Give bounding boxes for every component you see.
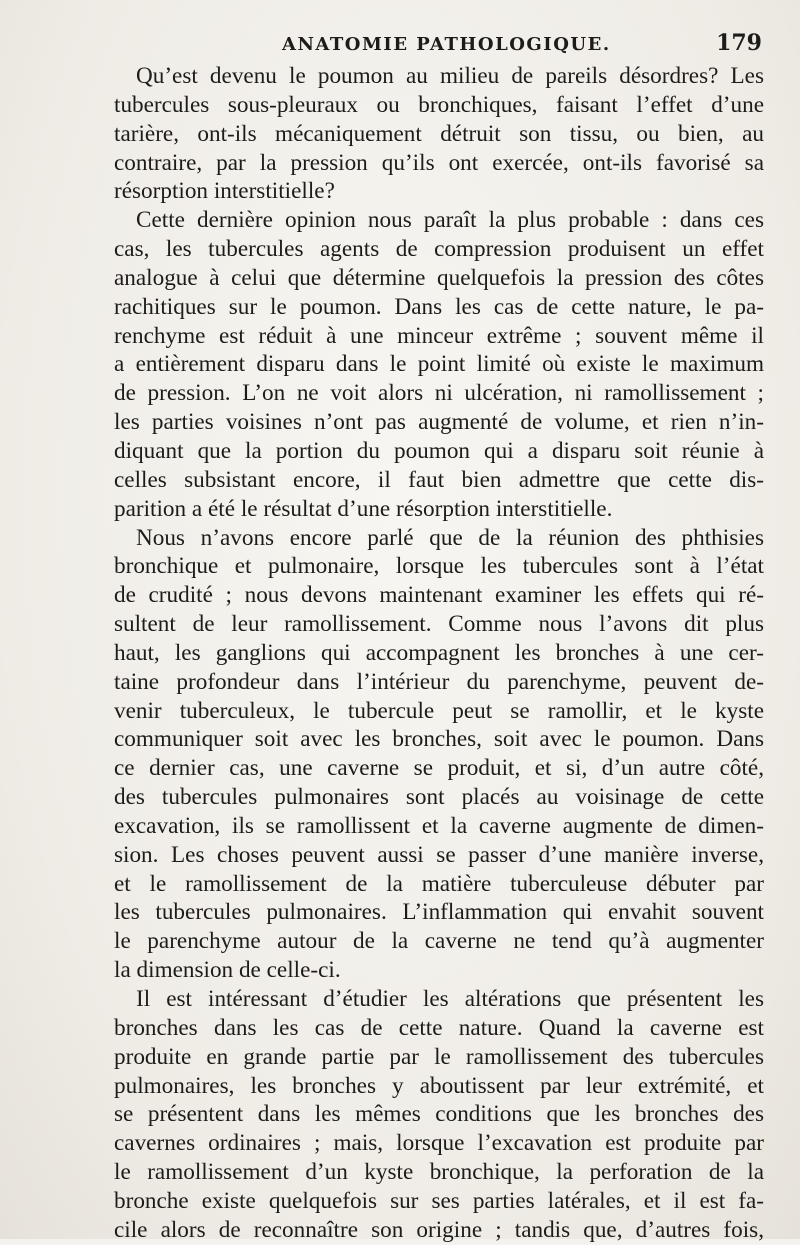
text-line: diquant que la portion du poumon qui a disparu soit réunie à [114,437,764,464]
text-line: le ramollissement d’un kyste bronchique, la perforation de la [114,1159,764,1186]
text-line: communiquer soit avec les bronches, soit avec le poumon. Dans [114,726,764,753]
text-line: Cette dernière opinion nous paraît la plus probable : dans ces [136,207,764,234]
text-line: pulmonaires, les bronches y aboutissent par leur extrémité, et [114,1072,764,1099]
text-line: bronchique et pulmonaire, lorsque les tubercules sont à l’état [114,553,764,580]
text-line: tarière, ont-ils mécaniquement détruit son tissu, ou bien, au [114,120,764,147]
text-line: taine profondeur dans l’intérieur du parenchyme, peuvent de- [114,668,764,695]
text-line: les parties voisines n’ont pas augmenté de volume, et rien n’in- [114,409,764,436]
text-line: bronches dans les cas de cette nature. Quand la caverne est [114,1014,764,1041]
text-line: ce dernier cas, une caverne se produit, et si, d’un autre côté, [114,755,764,782]
text-line: haut, les ganglions qui accompagnent les bronches à une cer- [114,639,764,666]
text-line: sultent de leur ramollissement. Comme nous l’avons dit plus [114,611,764,638]
text-line: venir tuberculeux, le tubercule peut se ramollir, et le kyste [114,697,764,724]
text-line: de pression. L’on ne voit alors ni ulcération, ni ramollissement ; [114,380,764,407]
text-line: contraire, par la pression qu’ils ont exercée, ont-ils favorisé sa [114,149,764,176]
text-line: cile alors de reconnaître son origine ; tandis que, d’autres fois, [114,1216,764,1243]
text-line: tubercules sous-pleuraux ou bronchiques, faisant l’effet d’une [114,91,764,118]
text-line: Qu’est devenu le poumon au milieu de pareils désordres? Les [136,63,764,89]
body-text [114,62,764,1245]
running-title: ANATOMIE PATHOLOGIQUE. [282,34,611,55]
text-line: se présentent dans les mêmes conditions que les bronches des [114,1101,764,1128]
text-line: et le ramollissement de la matière tuberculeuse débuter par [114,870,764,897]
text-line: excavation, ils se ramollissent et la caverne augmente de dimen- [114,812,764,839]
text-line: des tubercules pulmonaires sont placés au voisinage de cette [114,784,764,811]
text-line: la dimension de celle-ci. [114,957,341,984]
text-line: résorption interstitielle? [114,178,335,205]
text-line: a entièrement disparu dans le point limité où existe le maximum [114,351,764,378]
text-line: Il est intéressant d’étudier les altérations que présentent les [136,986,764,1012]
text-line: rachitiques sur le poumon. Dans les cas de cette nature, le pa- [114,293,764,320]
text-line: celles subsistant encore, il faut bien admettre que cette dis- [114,466,764,493]
text-line: cas, les tubercules agents de compression produisent un effet [114,236,764,263]
text-line: les tubercules pulmonaires. L’inflammation qui envahit souvent [114,899,764,926]
text-line: parition a été le résultat d’une résorption interstitielle. [114,495,613,522]
text-line: analogue à celui que détermine quelquefois la pression des côtes [114,264,764,291]
page-number: 179 [716,30,762,56]
text-line: bronche existe quelquefois sur ses parties latérales, et il est fa- [114,1187,764,1214]
text-line: de crudité ; nous devons maintenant examiner les effets qui ré- [114,582,764,609]
text-line: sion. Les choses peuvent aussi se passer d’une manière inverse, [114,841,764,868]
text-line: produite en grande partie par le ramollissement des tubercules [114,1043,764,1070]
text-line: Nous n’avons encore parlé que de la réunion des phthisies [136,524,764,551]
page-header [112,26,762,60]
text-line: le parenchyme autour de la caverne ne tend qu’à augmenter [114,928,764,955]
text-line: renchyme est réduit à une minceur extrême ; souvent même il [114,322,764,349]
text-line: cavernes ordinaires ; mais, lorsque l’excavation est produite par [114,1130,764,1157]
